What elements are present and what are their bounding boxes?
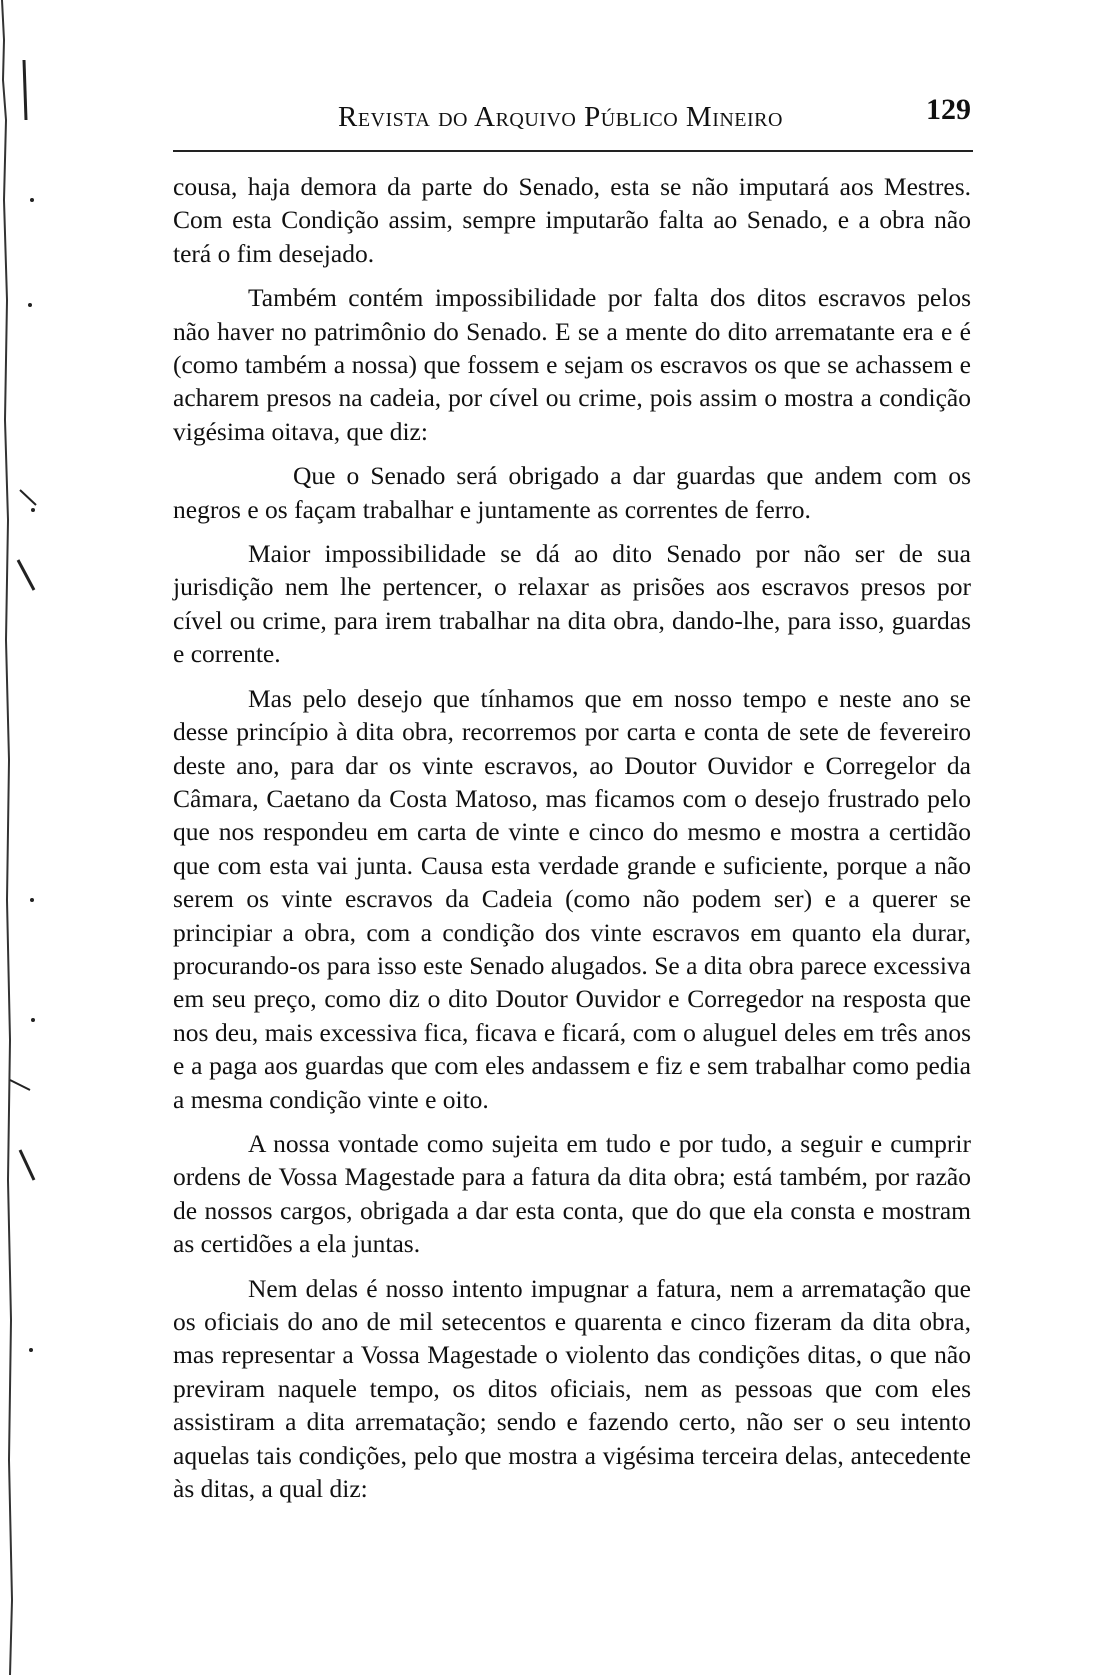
paragraph-3: Maior impossibilidade se dá ao dito Senado por não ser de sua jurisdição nem lhe pertencer, o relaxar as prisões aos escravos presos por cível ou crime, para irem trabalhar na dita obra, dando-lhe, para isso, guardas e corrente. [173,539,971,669]
paragraph-5: A nossa vontade como sujeita em tudo e por tudo, a seguir e cumprir ordens de Vossa Magestade para a fatura da dita obra; está também, por razão de nossos cargos, obrigada a dar esta conta, que do que ela consta e mostram as certidões a ela juntas. [173,1128,971,1259]
body-text [173,170,971,1516]
paragraph-6: Nem delas é nosso intento impugnar a fatura, nem a arrematação que os oficiais do ano de mil setecentos e quarenta e cinco fizeram da dita obra, mas representar a Vossa Magestade o violento das condições ditas, o que não previram naquele tempo, os ditos oficiais, nem as pessoas que com eles assistiram a dita arrematação; sendo e fazendo certo, não ser o seu intento aquelas tais condições, pelo que mostra a vigésima terceira delas, antecedente às ditas, a qual diz: [173,1273,971,1504]
quoted-condition: Que o Senado será obrigado a dar guardas que andem com os negros e os façam trabalhar e juntamente as correntes de ferro. [173,461,971,524]
paragraph-2: Também contém impossibilidade por falta dos ditos escravos pelos não haver no patrimônio do Senado. E se a mente do dito arrematante era e é (como também a nossa) que fossem e sejam os escravos os que se achassem e acharem presos na cadeia, por cível ou crime, pois assim o mostra a condição vigésima oitava, que diz: [173,283,971,446]
page-number: 129 [926,93,971,126]
paragraph-4: Mas pelo desejo que tínhamos que em nosso tempo e neste ano se desse princípio à dita obra, recorremos por carta e conta de sete de fevereiro deste ano, para dar os vinte escravos, ao Doutor Ouvidor e Corregelor da Câmara, Caetano da Costa Matoso, mas ficamos com o desejo frustrado pelo que nos respondeu em carta de vinte e cinco do mesmo e mostra a certidão que com esta vai junta. Causa esta verdade grande e suficiente, porque a não serem os vinte escravos da Cadeia (como não podem ser) e a querer se principiar a obra, com a condição dos vinte escravos em quanto ela durar, procurando-os para isso este Senado alugados. Se a dita obra parece excessiva em seu preço, como diz o dito Doutor Ouvidor e Corregedor na resposta que nos deu, mais excessiva fica, ficava e ficará, com o aluguel deles em três anos e a paga aos guardas que com eles andassem e fiz e sem trabalhar como pedia a mesma condição vinte e oito. [173,683,971,1114]
scan-edge-marks [0,0,40,1675]
page-header [173,93,971,133]
paragraph-1: cousa, haja demora da parte do Senado, esta se não imputará aos Mestres. Com esta Condição assim, sempre imputarão falta ao Senado, e a obra não terá o fim desejado. [173,172,971,268]
running-title: Revista do Arquivo Público Mineiro [338,101,783,133]
header-rule [173,150,973,152]
